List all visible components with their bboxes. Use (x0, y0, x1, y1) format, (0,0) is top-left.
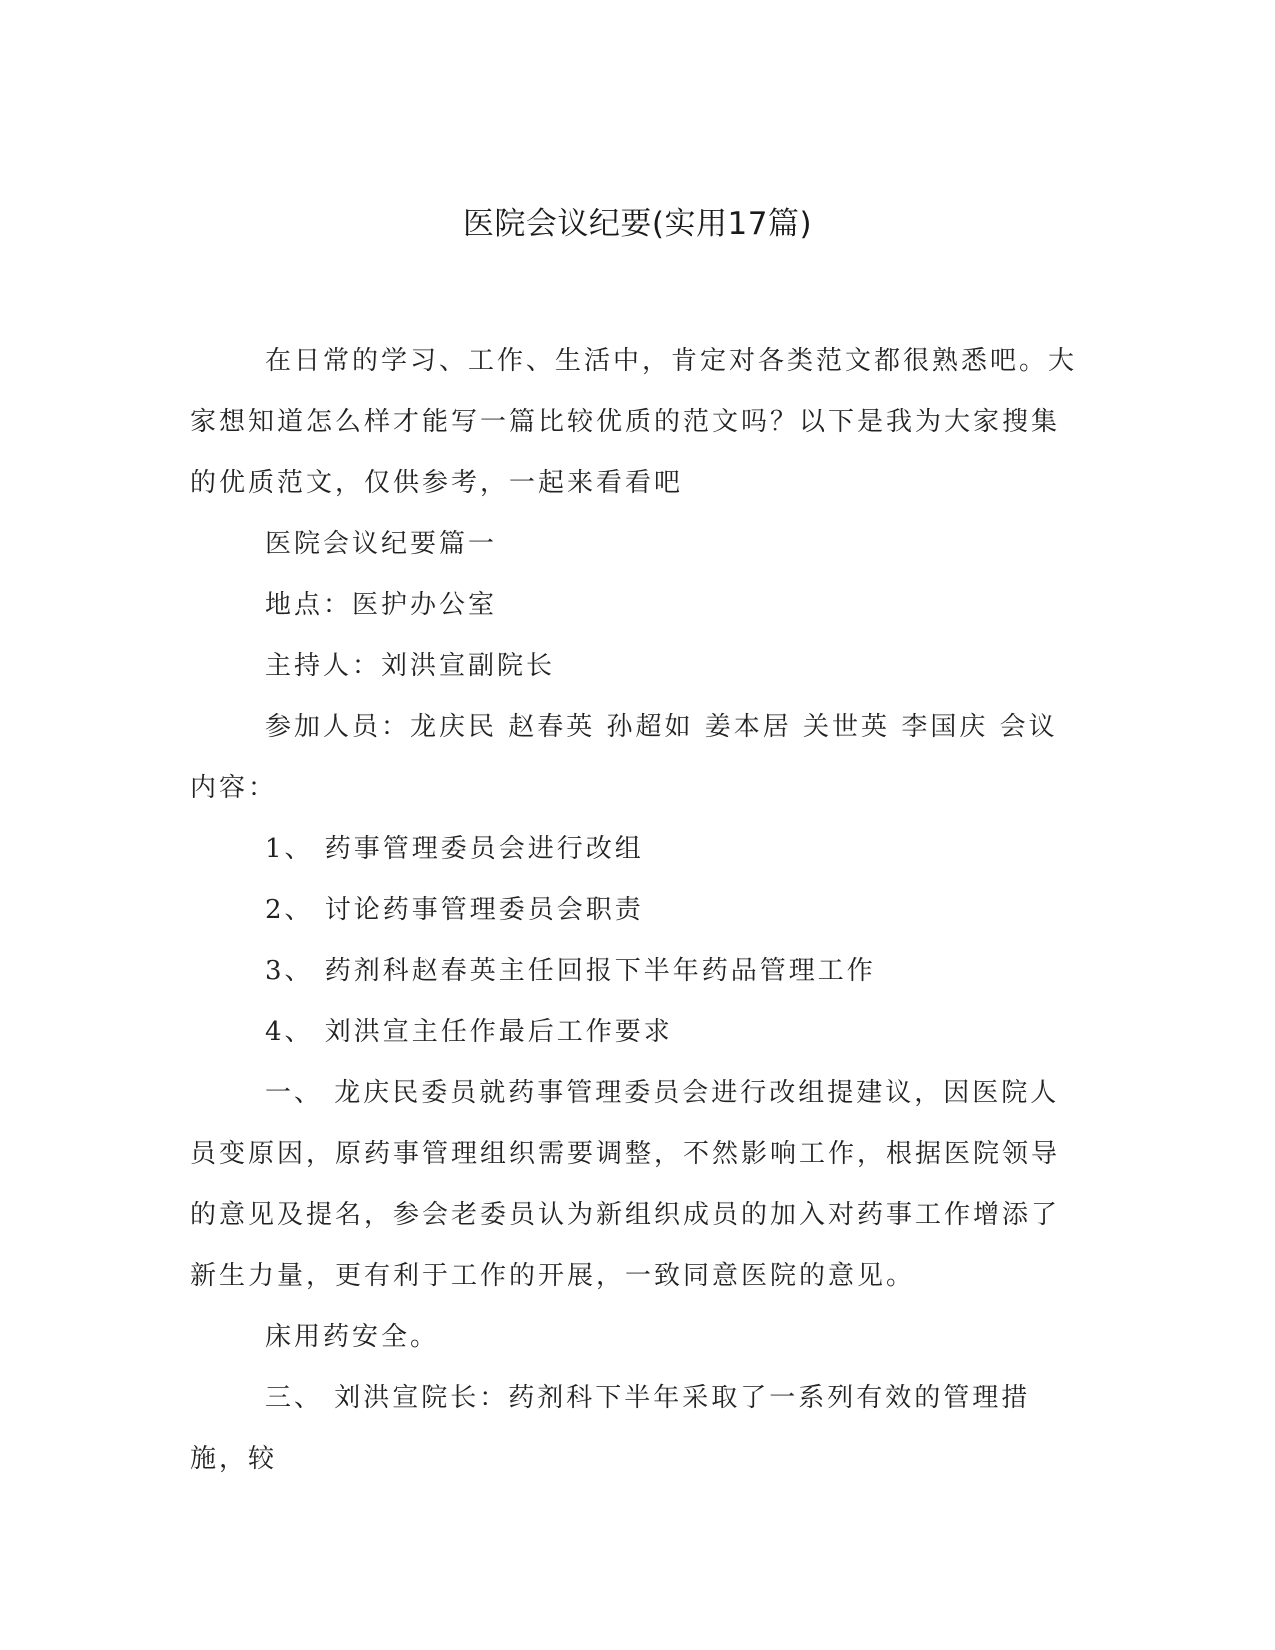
agenda-item-4: 4、 刘洪宣主任作最后工作要求 (265, 1017, 673, 1047)
document-title: 医院会议纪要(实用17篇) (462, 206, 813, 242)
location-line: 地点：医护办公室 (265, 590, 498, 620)
agenda-item-2: 2、 讨论药事管理委员会职责 (265, 895, 644, 925)
discussion-paragraph-3: 三、 刘洪宣院长：药剂科下半年采取了一系列有效的管理措施，较 (190, 1383, 1031, 1474)
attendees-line: 参加人员：龙庆民 赵春英 孙超如 姜本居 关世英 李国庆 会议内容： (190, 712, 1058, 803)
discussion-paragraph-1: 一、 龙庆民委员就药事管理委员会进行改组提建议，因医院人员变原因，原药事管理组织需要调整，不然影响工作，根据医院领导的意见及提名，参会老委员认为新组织成员的加入对药事工作增添了新生力量，更有利于工作的开展，一致同意医院的意见。 (190, 1078, 1061, 1291)
intro-paragraph: 在日常的学习、工作、生活中，肯定对各类范文都很熟悉吧。大家想知道怎么样才能写一篇比较优质的范文吗？以下是我为大家搜集的优质范文，仅供参考，一起来看看吧 (190, 346, 1078, 498)
agenda-item-3: 3、 药剂科赵春英主任回报下半年药品管理工作 (265, 956, 876, 986)
discussion-paragraph-2: 床用药安全。 (265, 1322, 440, 1352)
host-line: 主持人：刘洪宣副院长 (265, 651, 556, 681)
section-heading: 医院会议纪要篇一 (265, 529, 498, 559)
agenda-item-1: 1、 药事管理委员会进行改组 (265, 834, 644, 864)
document-body (190, 331, 1080, 1490)
